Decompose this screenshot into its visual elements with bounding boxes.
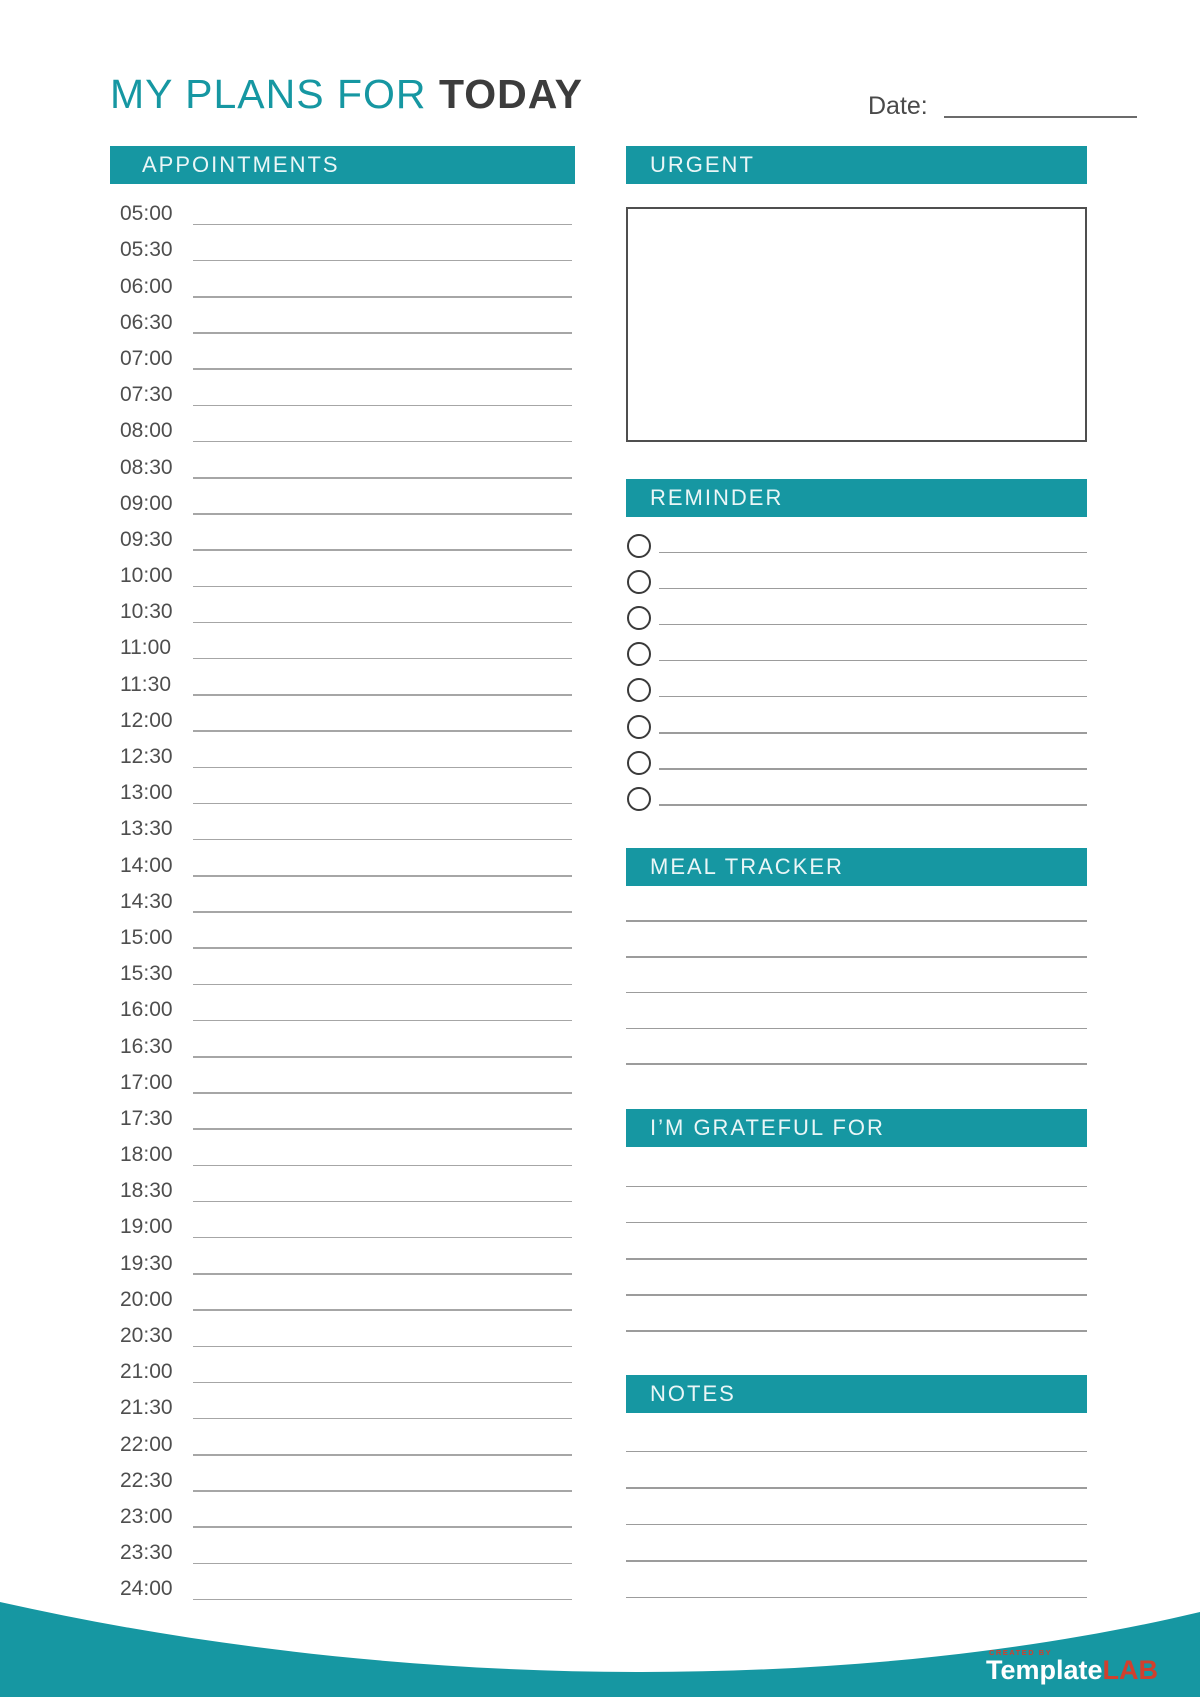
reminder-line[interactable] [659,768,1087,770]
meal-tracker-section [626,848,1087,1065]
appointment-line[interactable] [193,1020,572,1022]
appointment-line[interactable] [193,332,572,334]
notes-line[interactable] [626,1524,1087,1526]
meal-tracker-row [626,1029,1087,1065]
reminder-line[interactable] [659,552,1087,554]
appointment-row [120,370,572,406]
time-label: 24:00 [120,1577,173,1601]
date-field [868,92,1137,119]
grateful-header-label: I’M GRATEFUL FOR [650,1115,885,1140]
appointment-line[interactable] [193,224,572,226]
time-label: 17:30 [120,1106,173,1130]
appointment-row [120,551,572,587]
time-label: 21:30 [120,1396,173,1420]
reminder-line[interactable] [659,660,1087,662]
reminder-line[interactable] [659,696,1087,698]
meal-tracker-header-bar [626,848,1087,886]
reminder-line[interactable] [659,588,1087,590]
notes-row [626,1416,1087,1453]
appointment-line[interactable] [193,911,572,913]
grateful-header-bar [626,1109,1087,1147]
appointment-row [120,1347,572,1383]
appointment-line[interactable] [193,767,572,769]
appointment-line[interactable] [193,622,572,624]
appointment-row [120,985,572,1021]
appointment-row [120,1021,572,1057]
appointment-line[interactable] [193,260,572,262]
appointment-row [120,768,572,804]
appointment-row [120,1419,572,1455]
appointment-row [120,877,572,913]
time-label: 12:00 [120,708,173,732]
reminder-section [626,479,1087,806]
time-label: 22:30 [120,1468,173,1492]
time-label: 05:00 [120,202,173,226]
urgent-notes-box[interactable] [626,207,1087,442]
reminder-row [626,697,1087,733]
meal-tracker-row [626,886,1087,922]
page-title-accent: MY PLANS FOR [110,71,427,117]
urgent-header-label: URGENT [650,152,755,177]
appointment-line[interactable] [193,1237,572,1239]
reminder-rows [626,517,1087,806]
appointments-header-bar [110,146,575,184]
appointment-line[interactable] [193,1382,572,1384]
appointment-line[interactable] [193,1490,572,1492]
meal-tracker-row [626,922,1087,958]
reminder-row [626,553,1087,589]
appointment-row [120,949,572,985]
reminder-circle-icon[interactable] [627,751,651,775]
appointments-section [110,146,575,1600]
appointment-row [120,479,572,515]
appointment-line[interactable] [193,586,572,588]
appointment-line[interactable] [193,1056,572,1058]
time-label: 14:00 [120,853,173,877]
reminder-header-label: REMINDER [650,485,784,510]
grateful-line[interactable] [626,1222,1087,1224]
reminder-row [626,517,1087,553]
appointment-row [120,298,572,334]
appointment-row [120,587,572,623]
appointment-row [120,189,572,225]
urgent-header-bar [626,146,1087,184]
meal-tracker-row [626,958,1087,994]
appointment-row [120,913,572,949]
meal-tracker-rows [626,886,1087,1065]
time-label: 13:00 [120,781,173,805]
appointment-row [120,1238,572,1274]
time-label: 06:00 [120,274,173,298]
appointment-row [120,1094,572,1130]
time-label: 16:00 [120,998,173,1022]
time-label: 13:30 [120,817,173,841]
appointment-line[interactable] [193,513,572,515]
reminder-header-bar [626,479,1087,517]
reminder-row [626,589,1087,625]
notes-line[interactable] [626,1451,1087,1453]
appointment-line[interactable] [193,549,572,551]
time-label: 12:30 [120,745,173,768]
appointment-row [120,1311,572,1347]
notes-header-label: NOTES [650,1381,736,1406]
reminder-line[interactable] [659,732,1087,734]
created-by-label: CREATED BY [988,1647,1053,1657]
time-label: 10:30 [120,600,173,624]
meal-tracker-line[interactable] [626,956,1087,958]
brand-template-text: Template [985,1655,1103,1685]
urgent-section [626,146,1087,442]
grateful-row [626,1151,1087,1187]
page-title [110,72,583,117]
time-label: 11:00 [120,636,171,660]
meal-tracker-line[interactable] [626,1028,1087,1030]
time-label: 10:00 [120,564,173,588]
appointment-line[interactable] [193,441,572,443]
time-label: 23:30 [120,1541,173,1565]
appointment-row [120,1166,572,1202]
time-label: 05:30 [120,238,173,262]
time-label: 08:30 [120,455,173,479]
templatelab-logo [986,1649,1158,1685]
reminder-line[interactable] [659,804,1087,806]
appointment-line[interactable] [193,1418,572,1420]
meal-tracker-header-label: MEAL TRACKER [650,854,844,879]
meal-tracker-line[interactable] [626,992,1087,994]
time-label: 19:30 [120,1251,173,1275]
appointment-line[interactable] [193,1165,572,1167]
time-label: 06:30 [120,310,173,334]
appointment-line[interactable] [193,1309,572,1311]
appointment-line[interactable] [193,405,572,407]
appointment-row [120,261,572,297]
appointment-row [120,804,572,840]
appointment-line[interactable] [193,1128,572,1130]
notes-header-bar [626,1375,1087,1413]
date-label: Date: [868,92,928,120]
appointment-row [120,1492,572,1528]
time-label: 20:00 [120,1287,173,1311]
appointment-line[interactable] [193,658,572,660]
time-label: 07:00 [120,346,173,370]
meal-tracker-line[interactable] [626,920,1087,922]
time-label: 23:00 [120,1504,173,1528]
time-label: 20:30 [120,1324,173,1347]
appointment-line[interactable] [193,947,572,949]
appointment-line[interactable] [193,984,572,986]
time-label: 21:00 [120,1360,173,1384]
grateful-line[interactable] [626,1294,1087,1296]
appointment-row [120,732,572,768]
appointment-line[interactable] [193,1201,572,1203]
time-label: 18:00 [120,1143,173,1167]
meal-tracker-line[interactable] [626,1063,1087,1065]
reminder-row [626,734,1087,770]
appointment-line[interactable] [193,368,572,370]
time-label: 09:00 [120,491,173,515]
appointment-row [120,696,572,732]
appointment-line[interactable] [193,1346,572,1348]
appointment-row [120,225,572,261]
time-label: 16:30 [120,1034,173,1058]
time-label: 19:00 [120,1215,173,1239]
appointment-row [120,1058,572,1094]
reminder-row [626,661,1087,697]
grateful-row [626,1223,1087,1259]
time-label: 17:00 [120,1070,173,1094]
time-label: 15:00 [120,925,173,949]
time-label: 22:00 [120,1432,173,1456]
grateful-row [626,1187,1087,1223]
grateful-section [626,1109,1087,1332]
appointment-row [120,406,572,442]
appointment-row [120,515,572,551]
appointment-row [120,1456,572,1492]
appointment-row [120,840,572,876]
appointment-line[interactable] [193,803,572,805]
appointment-line[interactable] [193,730,572,732]
notes-row [626,1452,1087,1489]
meal-tracker-row [626,993,1087,1029]
notes-line[interactable] [626,1487,1087,1489]
time-label: 08:00 [120,419,173,443]
appointments-rows [120,189,572,1600]
notes-row [626,1489,1087,1526]
appointment-row [120,1202,572,1238]
reminder-circle-icon[interactable] [627,534,651,558]
time-label: 14:30 [120,889,173,913]
appointments-header-label: APPOINTMENTS [142,152,340,177]
time-label: 09:30 [120,527,173,551]
appointment-line[interactable] [193,694,572,696]
grateful-rows [626,1151,1087,1332]
appointment-line[interactable] [193,1092,572,1094]
appointment-row [120,442,572,478]
appointment-row [120,1383,572,1419]
appointment-row [120,334,572,370]
page-title-bold: TODAY [438,71,583,117]
appointment-line[interactable] [193,1526,572,1528]
reminder-circle-icon[interactable] [627,570,651,594]
appointment-row [120,659,572,695]
grateful-row [626,1260,1087,1296]
appointment-line[interactable] [193,1454,572,1456]
time-label: 11:30 [120,672,171,696]
reminder-line[interactable] [659,624,1087,626]
date-input-line[interactable] [944,116,1137,118]
appointment-row [120,623,572,659]
appointment-line[interactable] [193,1273,572,1275]
grateful-line[interactable] [626,1330,1087,1332]
time-label: 07:30 [120,383,173,407]
appointment-row [120,1130,572,1166]
grateful-line[interactable] [626,1258,1087,1260]
appointment-line[interactable] [193,875,572,877]
reminder-row [626,770,1087,806]
brand-lab-text: LAB [1102,1655,1158,1685]
reminder-circle-icon[interactable] [627,787,651,811]
appointment-line[interactable] [193,839,572,841]
time-label: 18:30 [120,1179,173,1203]
appointment-line[interactable] [193,477,572,479]
templatelab-brand [986,1655,1158,1685]
reminder-circle-icon[interactable] [627,715,651,739]
grateful-line[interactable] [626,1186,1087,1188]
reminder-row [626,625,1087,661]
appointment-line[interactable] [193,296,572,298]
grateful-row [626,1296,1087,1332]
appointment-row [120,1275,572,1311]
time-label: 15:30 [120,962,173,986]
